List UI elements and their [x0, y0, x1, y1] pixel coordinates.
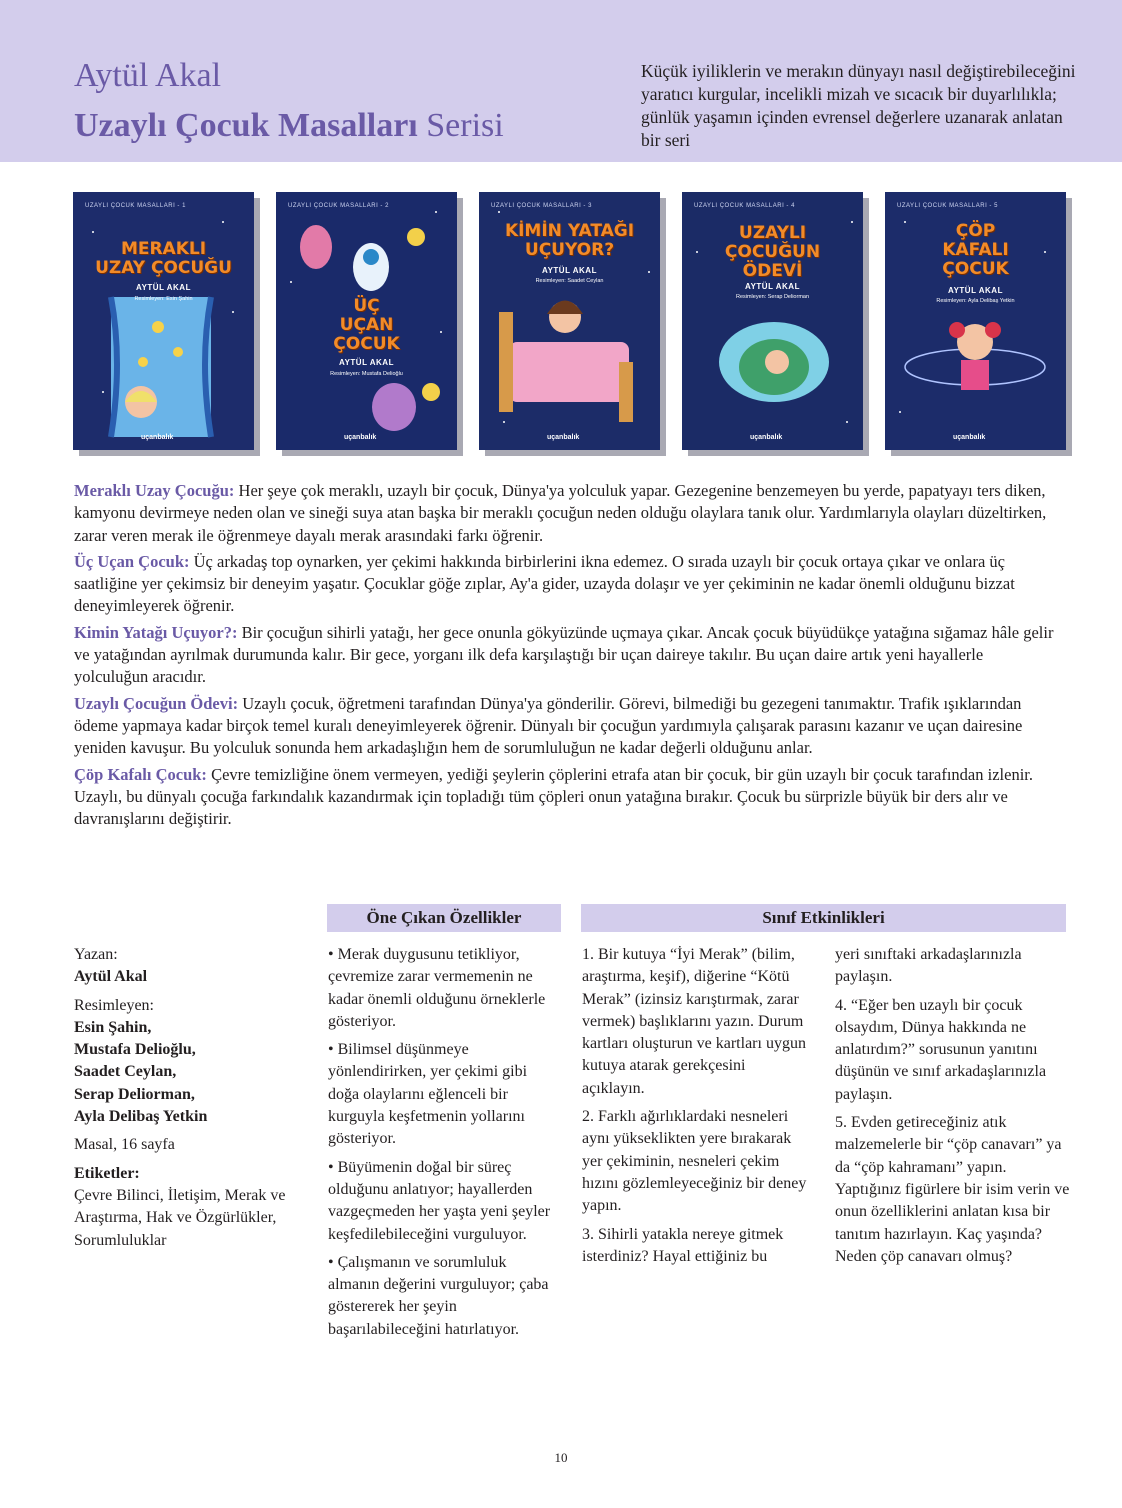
cover-publisher: uçanbalık [750, 434, 783, 441]
cover-publisher: uçanbalık [953, 434, 986, 441]
activity-item: yeri sınıftaki arkadaşlarınızla paylaşın. [835, 946, 1022, 986]
series-title [74, 104, 504, 148]
summary-paragraph [74, 480, 1054, 547]
book-cover-5 [885, 192, 1066, 450]
cover-illustrator: Resimleyen: Ayla Delibaş Yetkin [936, 298, 1015, 304]
cover-series-label: UZAYLI ÇOCUK MASALLARI - 1 [85, 203, 186, 209]
cover-illustrator: Resimleyen: Mustafa Delioğlu [330, 371, 403, 377]
series-tagline: Küçük iyiliklerin ve merakın dünyayı nasıl değiştirebileceğini yaratıcı kurgular, incelikli mizah ve sıcacık bir duyarlılıkla; günlük yaşamın içinden evrensel değerlere uzanarak anlatan bir seri [641, 61, 1076, 150]
cover-title: KİMİN YATAĞI UÇUYOR? [504, 221, 635, 260]
tags-list: Çevre Bilinci, İletişim, Merak ve Araştırma, Hak ve Özgürlükler, Sorumluluklar [74, 1186, 286, 1249]
cover-publisher: uçanbalık [547, 434, 580, 441]
cover-illustrator: Resimleyen: Esin Şahin [134, 296, 193, 302]
cover-publisher: uçanbalık [344, 434, 377, 441]
page-number: 10 [554, 1450, 568, 1465]
summary-paragraph [74, 551, 1054, 618]
cover-series-label: UZAYLI ÇOCUK MASALLARI - 4 [694, 203, 795, 209]
book-summaries [74, 480, 1054, 834]
illustrator-name: Esin Şahin, [74, 1018, 152, 1036]
illustrator-name: Saadet Ceylan, [74, 1063, 177, 1081]
summary-title: Meraklı Uzay Çocuğu: [74, 481, 235, 500]
activities-heading: Sınıf Etkinlikleri [581, 904, 1066, 932]
illustrator-name: Serap Deliorman, [74, 1085, 195, 1103]
summary-title: Üç Uçan Çocuk: [74, 551, 190, 571]
activities-column-1 [582, 944, 812, 1274]
activities-column-2 [835, 944, 1070, 1274]
summary-title: Kimin Yatağı Uçuyor?: [74, 622, 238, 642]
illustrator-name: Mustafa Delioğlu, [74, 1041, 196, 1059]
cover-title: UZAYLI ÇOCUĞUN ÖDEVİ [724, 223, 821, 281]
feature-item: • Bilimsel düşünmeye yönlendirirken, yer çekimi gibi doğa olaylarını eğlenceli bir kurguyla keşfetmenin yollarını gösteriyor. [328, 1041, 528, 1148]
writer-label: Yazan: [74, 946, 118, 963]
series-title-bold: Uzaylı Çocuk Masalları [74, 107, 418, 144]
summary-title: Çöp Kafalı Çocuk: [74, 764, 207, 784]
cover-author: AYTÜL AKAL [542, 266, 597, 275]
cover-series-label: UZAYLI ÇOCUK MASALLARI - 5 [897, 203, 998, 209]
book-cover-1 [73, 192, 254, 450]
cover-publisher: uçanbalık [141, 434, 174, 441]
tags-label: Etiketler: [74, 1164, 140, 1182]
author-title: Aytül Akal [74, 57, 222, 94]
cover-author: AYTÜL AKAL [948, 286, 1003, 295]
summary-text: Uzaylı çocuk, öğretmeni tarafından Dünya'ya gönderilir. Görevi, bilmediği bu gezegeni tanımaktır. Trafik ışıklarından ödeme yapmaya kadar birçok temel kuralı deneyimleyerek öğrenir. Dünyalı bir çocuğun yardımıyla çalışarak parasını kazanır ve uçan dairesine yeniden kavuşur. Bu yolculuk sonunda hem arkadaşlığın hem de sorumluluğun ne kadar değerli olduğunu anlar. [74, 693, 1023, 758]
series-title-rest: Serisi [417, 107, 504, 144]
book-cover-3 [479, 192, 660, 450]
activity-item: 5. Evden getireceğiniz atık malzemelerle bir “çöp canavarı” ya da “çöp kahramanı” yapın. Yaptığınız figürlere bir isim verin ve onun özelliklerini anlatan kısa bir tanıtım hazırlayın. Kaç yaşında? Neden çöp canavarı olmuş? [835, 1114, 1070, 1265]
cover-title: ÇÖP KAFALI ÇOCUK [942, 221, 1009, 279]
feature-item: • Merak duygusunu tetikliyor, çevremize zarar vermemenin ne kadar önemli olduğunu örneklerle gösteriyor. [328, 946, 546, 1030]
activity-item: 3. Sihirli yatakla nereye gitmek isterdiniz? Hayal ettiğiniz bu [582, 1225, 784, 1265]
cover-author: AYTÜL AKAL [136, 283, 191, 292]
book-format: Masal, 16 sayfa [74, 1136, 175, 1154]
summary-paragraph [74, 693, 1054, 760]
summary-paragraph [74, 764, 1054, 831]
summary-title: Uzaylı Çocuğun Ödevi: [74, 693, 239, 713]
feature-item: • Çalışmanın ve sorumluluk almanın değerini vurguluyor; çaba göstererek her şeyin başarılabileceğini hatırlatıyor. [328, 1253, 549, 1338]
cover-author: AYTÜL AKAL [745, 282, 800, 291]
cover-illustration-1 [73, 192, 254, 450]
summary-text: Üç arkadaş top oynarken, yer çekimi hakkında birbirlerini ikna edemez. O sırada uzaylı bir çocuk ortaya çıkar ve onlara üç saatliğine yer çekimsiz bir deneyim yaşatır. Çocuklar göğe zıplar, Ay'a gider, uzayda dolaşır ve yer çekiminin ne kadar önemli olduğunu bizzat deneyimleyerek öğrenir. [74, 551, 1015, 616]
summary-text: Bir çocuğun sihirli yatağı, her gece onunla gökyüzünde uçmaya çıkar. Ancak çocuk büyüdükçe yatağına sığamaz hâle gelir ve yatağından ayrılmak durumunda kalır. Bir gece, yorganı ilk defa karşılaştığı bir uçan daireye takılır. Bu uçan daire artık yeni hayallerle yolculuğun aracıdır. [74, 622, 1054, 687]
book-covers [73, 192, 1073, 462]
cover-series-label: UZAYLI ÇOCUK MASALLARI - 2 [288, 203, 389, 209]
illustrator-name: Ayla Delibaş Yetkin [74, 1108, 208, 1126]
illustrators-label: Resimleyen: [74, 996, 154, 1014]
cover-illustrator: Resimleyen: Serap Deliorman [735, 294, 810, 300]
book-info [74, 944, 314, 1258]
cover-author: AYTÜL AKAL [339, 358, 394, 367]
activity-item: 1. Bir kutuya “İyi Merak” (bilim, araştırma, keşif), diğerine “Kötü Merak” (izinsiz karıştırmak, zarar vermek) başlıklarını yazın. Durum kartları oluşturun ve kartları uygun kutuya atarak gerekçesini açıklayın. [582, 946, 806, 1097]
feature-item: • Büyümenin doğal bir süreç olduğunu anlatıyor; hayallerden vazgeçmeden her yaşta yeni şeyler keşfedilebileceğini vurguluyor. [328, 1158, 551, 1243]
book-cover-2 [276, 192, 457, 450]
cover-title: MERAKLI UZAY ÇOCUĞU [95, 239, 232, 278]
writer-name: Aytül Akal [74, 968, 148, 986]
summary-text: Çevre temizliğine önem vermeyen, yediği şeylerin çöplerini etrafa atan bir çocuk, bir gün uzaylı bir çocuk tarafından izlenir. Uzaylı, bu dünyalı çocuğa farkındalık kazandırmak için topladığı tüm çöpleri onun yatağına bırakır. Çocuk bu sürprizle büyük bir ders alır ve davranışlarını değiştirir. [74, 764, 1033, 829]
cover-series-label: UZAYLI ÇOCUK MASALLARI - 3 [491, 203, 592, 209]
book-cover-4 [682, 192, 863, 450]
page-header [0, 0, 1122, 162]
summary-text: Her şeye çok meraklı, uzaylı bir çocuk, Dünya'ya yolculuk yapar. Gezegenine benzemeyen bu yerde, papatyayı ters diken, kamyonu devirmeye neden olan ve sineği suya atan başka bir meraklı çocuğun neden olduğu olaylara tanık olur. Yardımlarıyla olayları düzeltirken, zarar veren merak ile öğrenmeye dayalı merak arasındaki farkı öğrenir. [74, 481, 1047, 545]
cover-illustrator: Resimleyen: Saadet Ceylan [535, 278, 604, 284]
features-heading: Öne Çıkan Özellikler [327, 904, 561, 932]
cover-title: ÜÇ UÇAN ÇOCUK [333, 296, 400, 354]
activity-item: 2. Farklı ağırlıklardaki nesneleri aynı yükseklikten yere bırakarak yer çekiminin, nesneleri çekim hızını gözlemleyeceğiniz bir deney yapın. [582, 1108, 807, 1215]
features-list [328, 944, 560, 1347]
summary-paragraph [74, 622, 1054, 689]
activity-item: 4. “Eğer ben uzaylı bir çocuk olsaydım, Dünya hakkında ne anlatırdım?” sorusunun yanıtını düşünün ve sınıf arkadaşlarınızla paylaşın. [835, 996, 1047, 1103]
